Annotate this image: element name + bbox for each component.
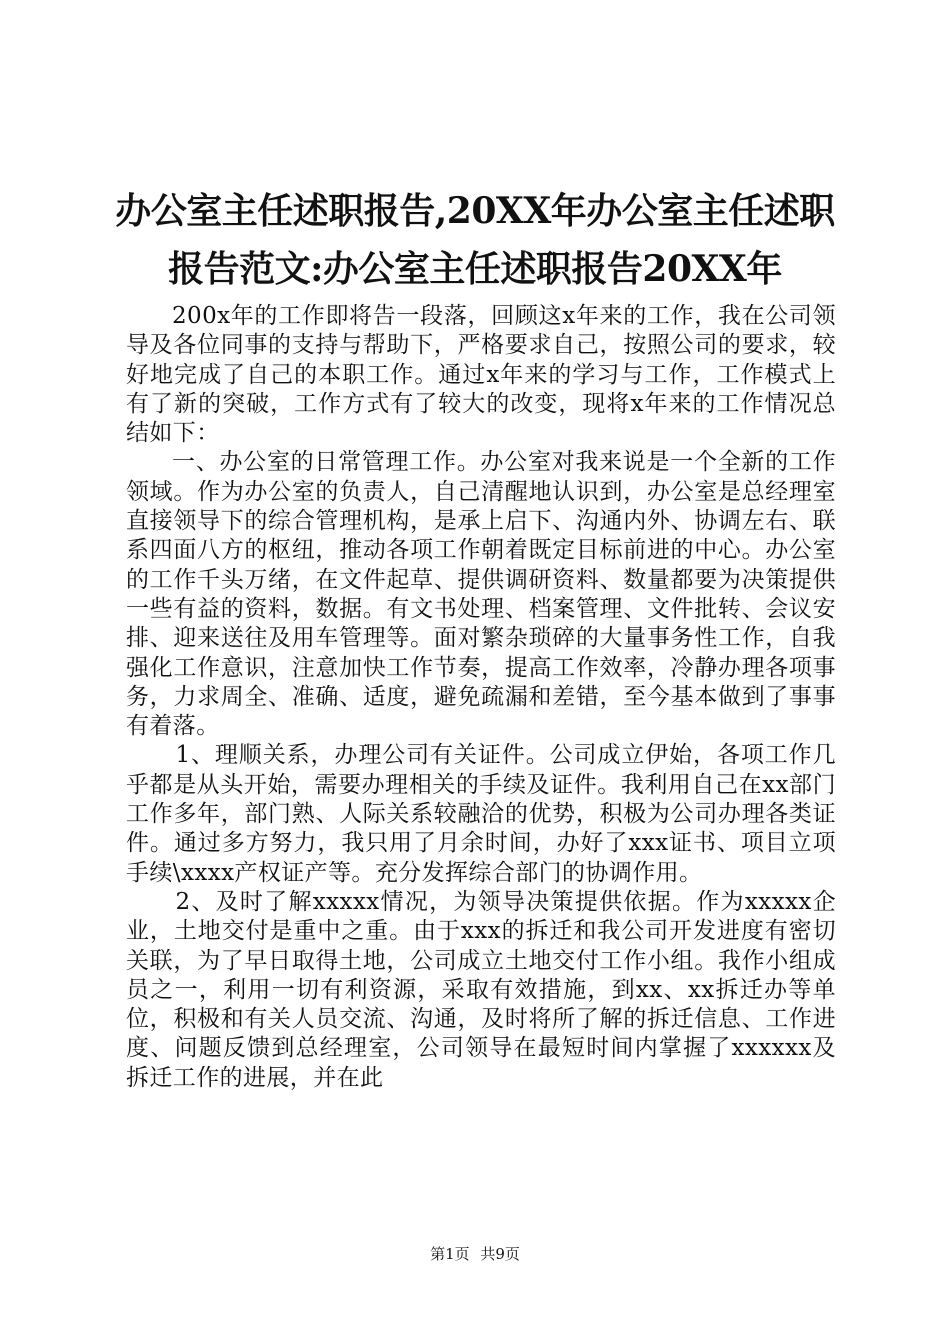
paragraph-intro: 200x年的工作即将告一段落，回顾这x年来的工作，我在公司领导及各位同事的支持与帮助下，严格要求自己，按照公司的要求，较好地完成了自己的本职工作。通过x年来的学习与工作，工作模式上有了新的突破，工作方式有了较大的改变，现将x年来的工作情况总结如下：	[126, 303, 836, 447]
document-title	[0, 182, 950, 298]
document-body	[126, 302, 836, 1093]
page-footer	[0, 1243, 950, 1264]
paragraph-item-2: 2、及时了解xxxxx情况，为领导决策提供依据。作为xxxxx企业，土地交付是重中之重。由于xxx的拆迁和我公司开发进度有密切关联，为了早日取得土地，公司成立土地交付工作小组。我作小组成员之一，利用一切有利资源，采取有效措施，到xx、xx拆迁办等单位，积极和有关人员交流、沟通，及时将所了解的拆迁信息、工作进度、问题反馈到总经理室，公司领导在最短时间内掌握了xxxxxx及拆迁工作的进展，并在此	[126, 888, 836, 1091]
paragraph-item-1: 1、理顺关系，办理公司有关证件。公司成立伊始，各项工作几乎都是从头开始，需要办理相关的手续及证件。我利用自己在xx部门工作多年，部门熟、人际关系较融洽的优势，积极为公司办理各类证件。通过多方努力，我只用了月余时间，办好了xxx证书、项目立项手续\xxxx产权证产等。充分发挥综合部门的协调作用。	[126, 742, 836, 886]
paragraph-section-1: 一、办公室的日常管理工作。办公室对我来说是一个全新的工作领域。作为办公室的负责人，自己清醒地认识到，办公室是总经理室直接领导下的综合管理机构，是承上启下、沟通内外、协调左右、联系四面八方的枢纽，推动各项工作朝着既定目标前进的中心。办公室的工作千头万绪，在文件起草、提供调研资料、数量都要为决策提供一些有益的资料，数据。有文书处理、档案管理、文件批转、会议安排、迎来送往及用车管理等。面对繁杂琐碎的大量事务性工作，自我强化工作意识，注意加快工作节奏，提高工作效率，冷静办理各项事务，力求周全、准确、适度，避免疏漏和差错，至今基本做到了事事有着落。	[126, 449, 836, 740]
title-line-2: 报告范文:办公室主任述职报告20XX年	[168, 248, 782, 290]
page-total: 共9页	[480, 1245, 520, 1263]
page-number: 第1页	[430, 1245, 470, 1263]
title-line-1: 办公室主任述职报告,20XX年办公室主任述职	[115, 190, 835, 232]
